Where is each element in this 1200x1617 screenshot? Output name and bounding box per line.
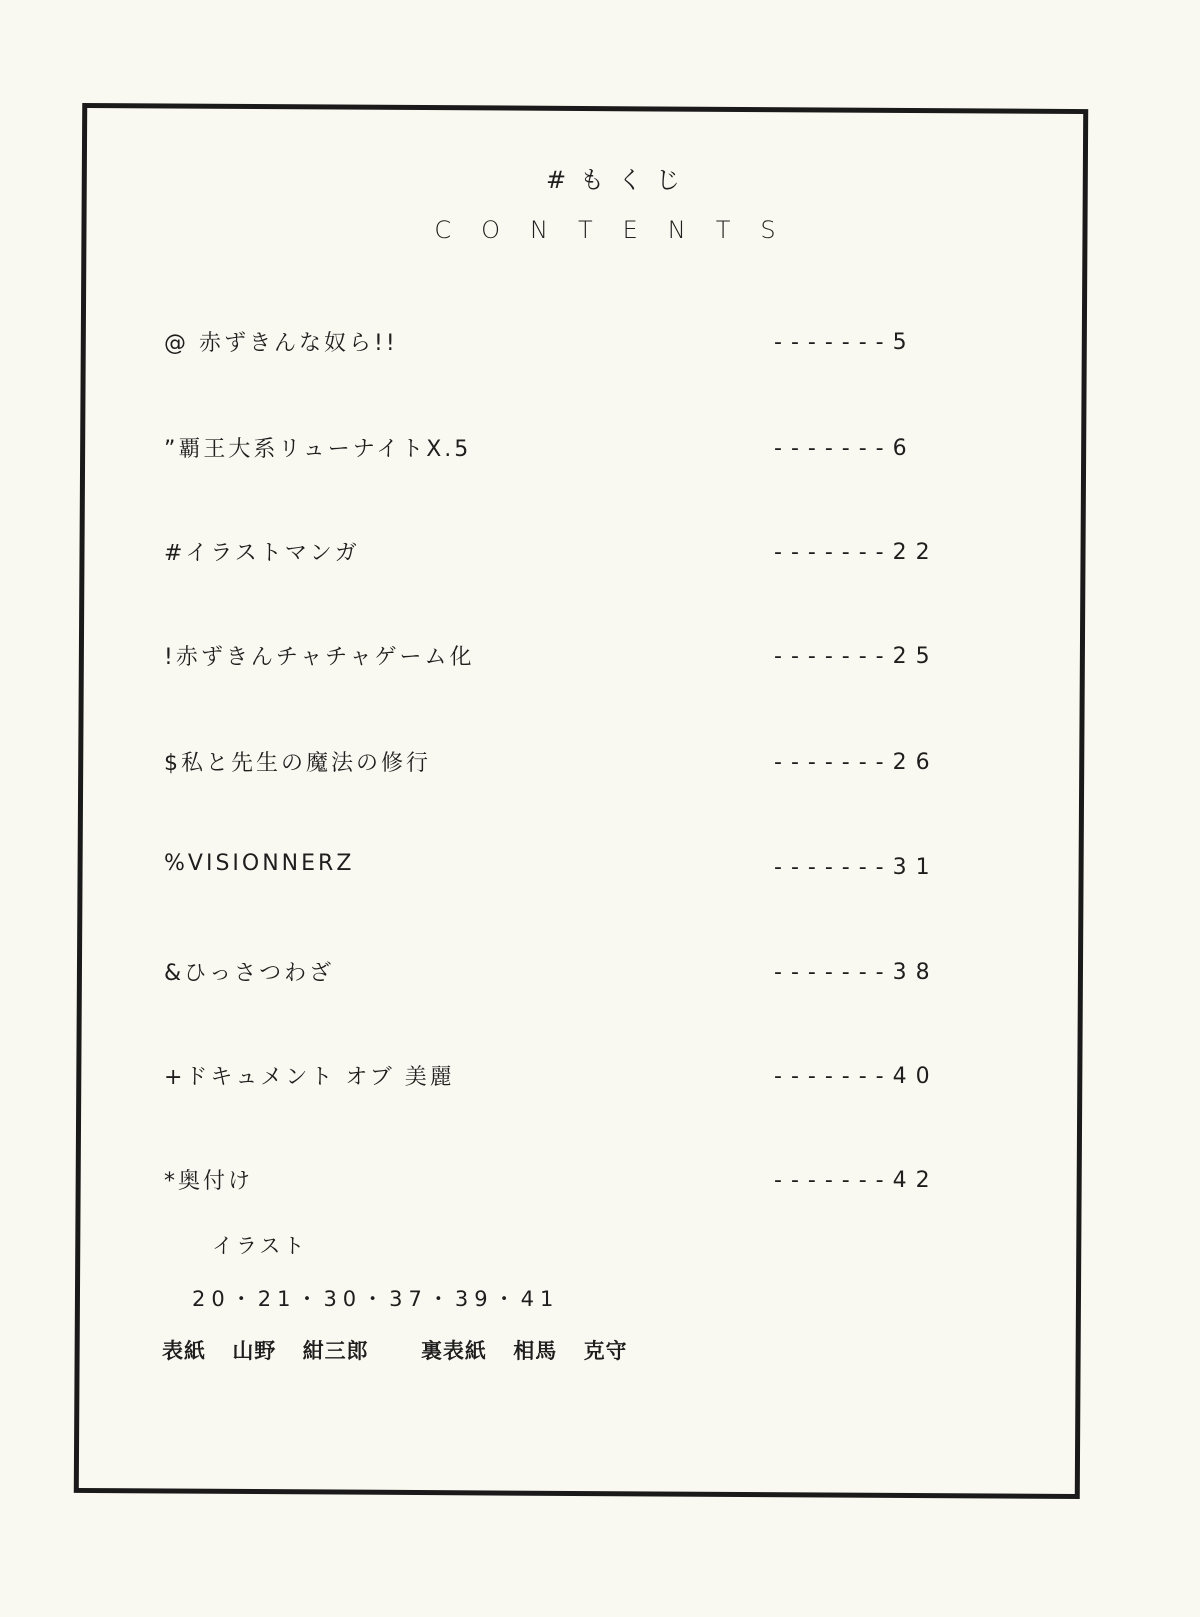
cover-label: 表紙 xyxy=(162,1339,206,1363)
toc-entry-page: -------40 xyxy=(774,1064,939,1089)
illustrations-label: イラスト xyxy=(212,1234,308,1258)
toc-entry xyxy=(0,851,1200,891)
toc-entry-title: !赤ずきんチャチャゲーム化 xyxy=(164,645,475,670)
illustrations-pages: 20・21・30・37・39・41 xyxy=(192,1287,560,1311)
toc-entry-page: -------26 xyxy=(774,750,939,775)
toc-entry-title: +ドキュメント オブ 美麗 xyxy=(164,1065,455,1090)
cover-artist-given-name: 紺三郎 xyxy=(302,1339,369,1363)
toc-entry-page: -------31 xyxy=(774,855,939,880)
toc-entry-page: -------6 xyxy=(774,436,916,461)
contents-title-japanese: #もくじ xyxy=(545,166,695,194)
toc-entry-page: -------25 xyxy=(774,644,939,669)
toc-entry xyxy=(0,640,1200,680)
toc-entry xyxy=(0,536,1200,576)
toc-entry-page: -------22 xyxy=(774,540,939,565)
toc-entry xyxy=(0,1164,1200,1204)
back-cover-label: 裏表紙 xyxy=(420,1339,487,1363)
toc-entry xyxy=(0,746,1200,786)
toc-entry-title: %VISIONNERZ xyxy=(164,851,355,876)
toc-entry xyxy=(0,956,1200,996)
cover-artist-family-name: 山野 xyxy=(232,1339,277,1363)
toc-entry xyxy=(0,1060,1200,1100)
toc-entry-title: *奥付け xyxy=(164,1169,254,1194)
toc-entry-title: #イラストマンガ xyxy=(164,541,360,566)
back-cover-artist-family-name: 相馬 xyxy=(513,1339,558,1363)
contents-title-english: CONTENTS xyxy=(434,216,806,244)
toc-entry-page: -------5 xyxy=(774,330,916,355)
back-cover-artist-given-name: 克守 xyxy=(583,1339,628,1363)
toc-entry-title: @ 赤ずきんな奴ら!! xyxy=(164,331,398,356)
toc-entry xyxy=(0,326,1200,366)
toc-entry-title: $私と先生の魔法の修行 xyxy=(164,751,431,776)
toc-entry-title: &ひっさつわざ xyxy=(164,961,335,986)
cover-credits xyxy=(162,1335,646,1365)
toc-entry-title: ”覇王大系リューナイトX.5 xyxy=(164,437,472,462)
toc-entry xyxy=(0,432,1200,472)
toc-entry-page: -------38 xyxy=(774,960,939,985)
toc-entry-page: -------42 xyxy=(774,1168,939,1193)
